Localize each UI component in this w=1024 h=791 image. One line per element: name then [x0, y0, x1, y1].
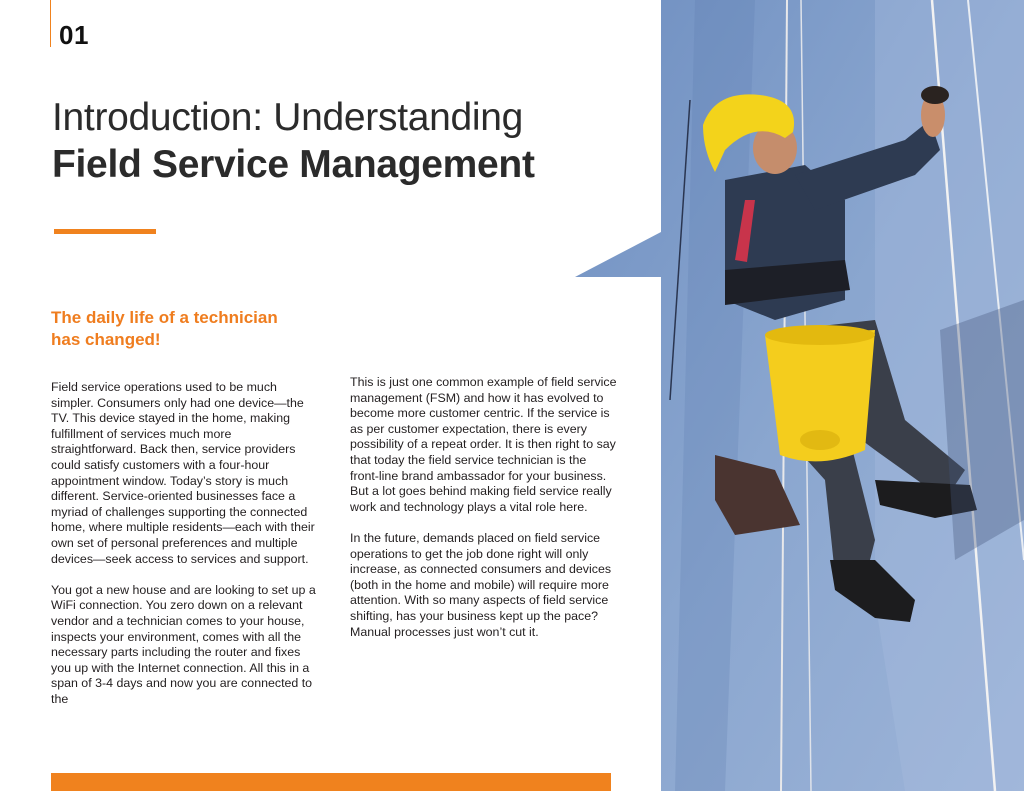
text-column-left — [51, 380, 319, 723]
subheading — [51, 307, 331, 351]
paragraph: Field service operations used to be much simpler. Consumers only had one device—the TV. This device stayed in the home, making fulfillment of services much more straightforward. Back then, service providers could satisfy customers with a four-hour appointment window. Today’s story is much different. Service-oriented businesses face a myriad of challenges supporting the connected home, where multiple residents—each with their own set of personal preferences and multiple devices—seek access to services and support. — [51, 380, 315, 566]
subheading-line-1: The daily life of a technician — [51, 308, 278, 327]
paragraph: This is just one common example of field service management (FSM) and how it has evolved to become more customer centric. If the service is as per customer expectation, there is every possibility of a repeat order. It is then right to say that today the field service technician is the front-line brand ambassador for your business. But a lot goes behind making field service really work and technology plays a vital role here. — [350, 375, 617, 514]
page-title-line-2: Field Service Management — [52, 143, 535, 186]
title-underline-rule — [54, 229, 156, 234]
bottom-accent-bar — [51, 773, 611, 791]
page-title-line-1: Introduction: Understanding — [52, 96, 524, 139]
paragraph: In the future, demands placed on field service operations to get the job done right will only increase, as connected consumers and devices (both in the home and mobile) will require more attention. With so many aspects of field service shifting, has your business kept up the pace? Manual processes just won’t cut it. — [350, 530, 612, 639]
subheading-line-2: has changed! — [51, 330, 161, 349]
paragraph: You got a new house and are looking to set up a WiFi connection. You zero down on a relevant vendor and a technician comes to your house, inspects your environment, comes with all the necessary parts including the router and fixes you up with the Internet connection. All this in a span of 3-4 days and now you are connected to the — [51, 582, 316, 706]
section-marker-line — [50, 0, 51, 47]
section-number: 01 — [59, 20, 89, 50]
technician-photo — [575, 0, 1024, 791]
